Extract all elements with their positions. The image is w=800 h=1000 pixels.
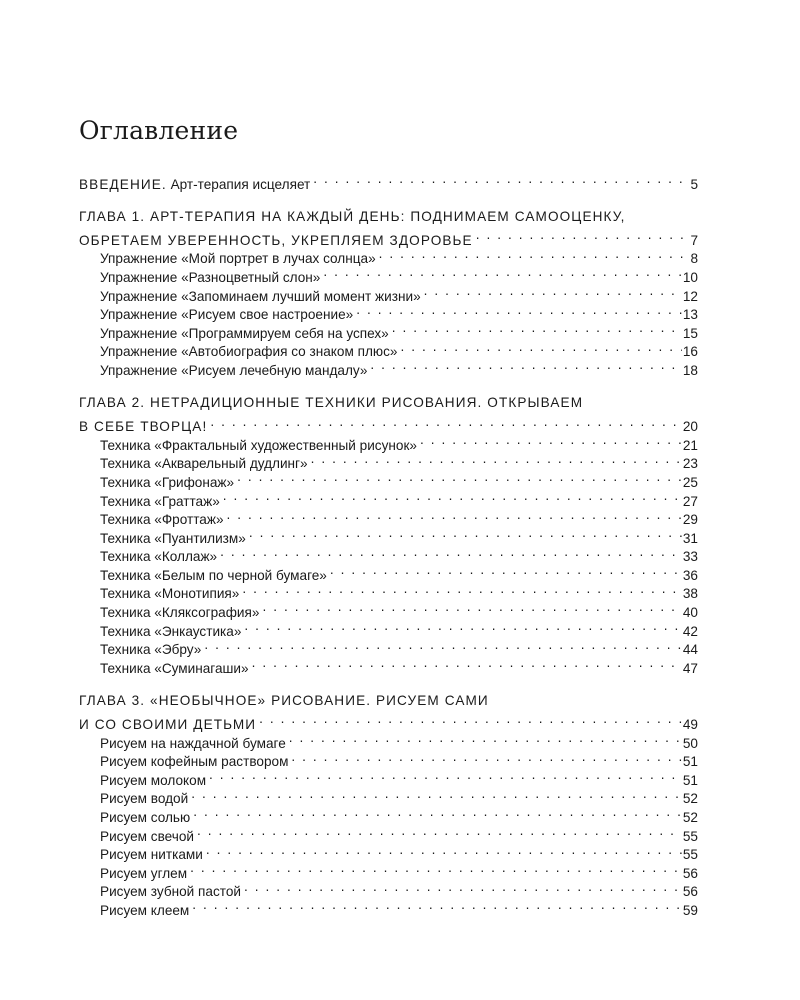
toc-item-label: Рисуем молоком bbox=[100, 772, 207, 788]
leader-dots bbox=[473, 226, 690, 245]
leader-dots bbox=[397, 338, 681, 357]
page-number: 55 bbox=[682, 847, 698, 863]
toc-item-label: Техника «Пуантилизм» bbox=[100, 530, 246, 546]
chapter-1 bbox=[79, 208, 698, 378]
leader-dots bbox=[187, 859, 682, 878]
intro-caps: ВВЕДЕНИЕ. bbox=[79, 176, 167, 192]
toc-item-label: Упражнение «Рисуем свое настроение» bbox=[100, 307, 354, 323]
toc-item-label: Рисуем солью bbox=[100, 810, 191, 825]
leader-dots bbox=[246, 524, 682, 543]
chapter-3-title-line1[interactable]: ГЛАВА 3. «НЕОБЫЧНОЕ» РИСОВАНИЕ. РИСУЕМ САМИ bbox=[79, 692, 489, 708]
toc-item-label: Упражнение «Автобиография со знаком плюс» bbox=[100, 344, 398, 360]
toc-item-label: Техника «Кляксография» bbox=[100, 605, 260, 621]
page-number: 51 bbox=[682, 754, 698, 770]
leader-dots bbox=[286, 729, 682, 748]
leader-dots bbox=[389, 319, 682, 338]
leader-dots bbox=[206, 766, 682, 785]
toc-item-label: Техника «Суминагаши» bbox=[100, 660, 249, 676]
toc-entry-intro[interactable] bbox=[79, 170, 698, 192]
page-number: 55 bbox=[682, 828, 698, 844]
chapter-2-title-line1[interactable]: ГЛАВА 2. НЕТРАДИЦИОННЫЕ ТЕХНИКИ РИСОВАНИЯ. ОТКРЫВАЕМ bbox=[79, 394, 584, 410]
page-number: 51 bbox=[682, 772, 698, 788]
leader-dots bbox=[288, 748, 681, 767]
leader-dots bbox=[234, 468, 682, 487]
page-number: 38 bbox=[682, 586, 698, 602]
chapter-1-title-line1[interactable]: ГЛАВА 1. АРТ-ТЕРАПИЯ НА КАЖДЫЙ ДЕНЬ: ПОДНИМАЕМ САМООЦЕНКУ, bbox=[79, 208, 626, 224]
page-number: 13 bbox=[682, 307, 698, 323]
page-number: 52 bbox=[682, 791, 698, 807]
page-number: 27 bbox=[682, 493, 698, 509]
leader-dots bbox=[259, 598, 681, 617]
page-number: 42 bbox=[682, 623, 698, 639]
page-number: 31 bbox=[682, 530, 698, 546]
chapter-1-title-line2[interactable]: ОБРЕТАЕМ УВЕРЕННОСТЬ, УКРЕПЛЯЕМ ЗДОРОВЬЕ . . . 7 bbox=[79, 226, 698, 245]
leader-dots bbox=[188, 785, 682, 804]
page-number: 10 bbox=[682, 269, 698, 285]
page-number: 29 bbox=[682, 512, 698, 528]
page-number: 47 bbox=[682, 660, 698, 676]
leader-dots bbox=[239, 580, 682, 599]
toc-item-label: Техника «Фрактальный художественный рисунок» bbox=[100, 437, 417, 453]
leader-dots bbox=[367, 356, 681, 375]
table-of-contents bbox=[79, 170, 698, 918]
leader-dots bbox=[201, 636, 682, 655]
leader-dots bbox=[217, 543, 682, 562]
toc-item-label: Упражнение «Мой портрет в лучах солнца» bbox=[100, 251, 376, 267]
page-number: 16 bbox=[682, 344, 698, 360]
leader-dots bbox=[190, 803, 682, 822]
toc-item-label: Рисуем на наждачной бумаге bbox=[100, 735, 286, 751]
page-number: 15 bbox=[682, 325, 698, 341]
chapter-3 bbox=[79, 692, 698, 918]
leader-dots bbox=[310, 170, 689, 189]
chapter-3-title-line2[interactable]: И СО СВОИМИ ДЕТЬМИ . . . 49 bbox=[79, 710, 698, 729]
page-number: 44 bbox=[682, 642, 698, 658]
toc-item-label: Упражнение «Программируем себя на успех» bbox=[100, 325, 389, 341]
leader-dots bbox=[249, 654, 682, 673]
leader-dots bbox=[353, 301, 682, 320]
toc-item-label: Упражнение «Разноцветный слон» bbox=[100, 269, 321, 285]
page-number: 7 bbox=[690, 232, 698, 248]
toc-item-label: Техника «Монотипия» bbox=[100, 586, 240, 602]
page-number: 23 bbox=[682, 456, 698, 472]
toc-item-label: Техника «Эбру» bbox=[100, 642, 202, 658]
leader-dots bbox=[308, 450, 682, 469]
page-number: 52 bbox=[682, 810, 698, 825]
page-number: 25 bbox=[682, 474, 698, 490]
page-number: 12 bbox=[682, 288, 698, 304]
toc-item-label: Упражнение «Рисуем лечебную мандалу» bbox=[100, 362, 368, 378]
leader-dots bbox=[203, 841, 682, 860]
toc-item-label: Техника «Граттаж» bbox=[100, 493, 220, 509]
toc-item-label: Рисуем зубной пастой bbox=[100, 884, 241, 900]
page-number: 20 bbox=[682, 419, 698, 435]
page-title: Оглавление bbox=[79, 116, 239, 145]
page-number: 21 bbox=[682, 437, 698, 453]
leader-dots bbox=[241, 878, 682, 897]
toc-item-label: Техника «Коллаж» bbox=[100, 549, 218, 565]
leader-dots bbox=[194, 822, 682, 841]
toc-item-label: Рисуем свечой bbox=[100, 828, 194, 844]
leader-dots bbox=[327, 561, 682, 580]
toc-item-label: Техника «Акварельный дудлинг» bbox=[100, 456, 308, 472]
page-number: 40 bbox=[682, 605, 698, 621]
toc-item-label: Упражнение «Запоминаем лучший момент жизни» bbox=[100, 288, 421, 304]
toc-item-label: Рисуем углем bbox=[100, 865, 188, 881]
toc-item-label: Техника «Белым по черной бумаге» bbox=[100, 567, 327, 583]
toc-item-label: Техника «Энкаустика» bbox=[100, 623, 242, 639]
chapter-2-title-line2[interactable]: В СЕБЕ ТВОРЦА! . . . 20 bbox=[79, 413, 698, 432]
toc-item-label: Рисуем водой bbox=[100, 791, 189, 807]
toc-item-label: Техника «Фроттаж» bbox=[100, 512, 224, 528]
page-number: 56 bbox=[682, 865, 698, 881]
chapter-2 bbox=[79, 394, 698, 676]
leader-dots bbox=[421, 282, 682, 301]
page-number: 8 bbox=[690, 251, 698, 267]
leader-dots bbox=[417, 431, 682, 450]
page-number: 33 bbox=[682, 549, 698, 565]
chapter-1-items bbox=[79, 245, 698, 378]
leader-dots bbox=[376, 245, 690, 264]
toc-item-label: Рисуем клеем bbox=[100, 902, 190, 918]
leader-dots bbox=[320, 263, 682, 282]
toc-item-label: Рисуем кофейным раствором bbox=[100, 754, 289, 770]
chapter-3-items bbox=[79, 729, 698, 918]
leader-dots bbox=[256, 710, 682, 729]
chapter-2-items bbox=[79, 431, 698, 676]
leader-dots bbox=[224, 506, 682, 525]
page-number: 36 bbox=[682, 567, 698, 583]
page-number: 5 bbox=[690, 176, 698, 192]
toc-item-label: Рисуем нитками bbox=[100, 847, 203, 863]
intro-label: Арт-терапия исцеляет bbox=[170, 176, 311, 192]
toc-item-label: Техника «Грифонаж» bbox=[100, 474, 235, 490]
page-number: 49 bbox=[682, 717, 698, 733]
leader-dots bbox=[220, 487, 682, 506]
page-number: 50 bbox=[682, 735, 698, 751]
leader-dots bbox=[207, 413, 682, 432]
leader-dots bbox=[241, 617, 681, 636]
leader-dots bbox=[189, 896, 682, 915]
page-number: 18 bbox=[682, 362, 698, 378]
page-number: 59 bbox=[682, 902, 698, 918]
page-number: 56 bbox=[682, 884, 698, 900]
